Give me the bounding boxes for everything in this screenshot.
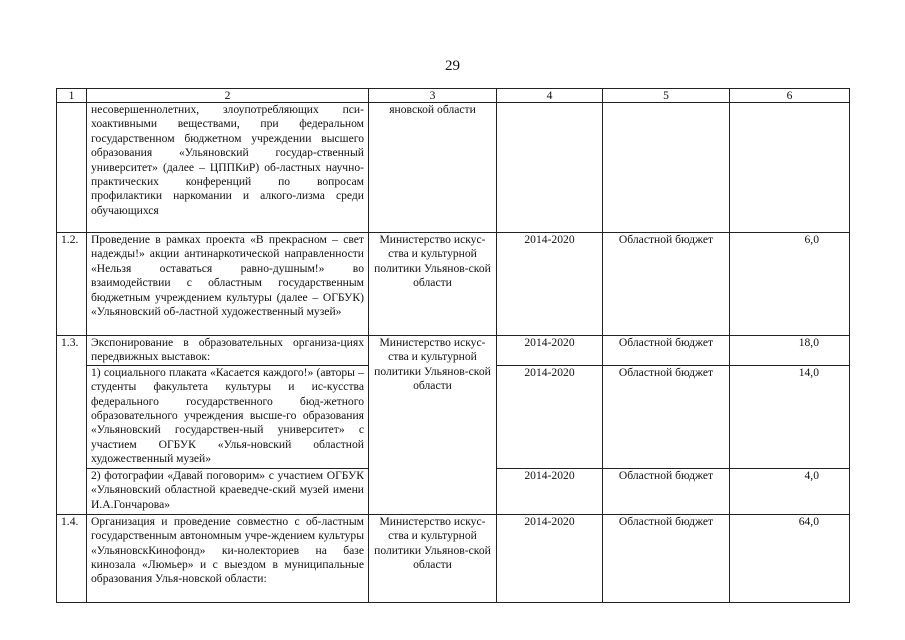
page-number: 29 — [445, 58, 460, 74]
column-header-1: 1 — [57, 89, 87, 103]
item-period: 2014-2020 — [497, 365, 603, 468]
column-header-5: 5 — [603, 89, 730, 103]
item-period: 2014-2020 — [497, 514, 603, 602]
program-table — [56, 88, 850, 603]
item-number: 1.4. — [57, 514, 87, 602]
item-description: Организация и проведение совместно с об-ластным государственным автономным учре-ждением культуры «УльяновскКинофонд» ки-нолекториев на базе кинозала «Люмьер» и с выездом в муниципальные образования Улья-новской области: — [87, 514, 369, 602]
column-header-3: 3 — [369, 89, 497, 103]
item-period: 2014-2020 — [497, 336, 603, 366]
column-header-4: 4 — [497, 89, 603, 103]
item-funding-source — [603, 103, 730, 233]
item-amount: 64,0 — [730, 514, 850, 602]
item-amount — [730, 103, 850, 233]
item-executor: яновской области — [369, 103, 497, 233]
item-executor: Министерство искус-ства и культурной политики Ульянов-ской области — [369, 336, 497, 515]
item-amount: 18,0 — [730, 336, 850, 366]
item-number — [57, 103, 87, 233]
table-row — [57, 233, 850, 336]
item-description: 2) фотографии «Давай поговорим» с участием ОГБУК «Ульяновский областной краеведче-ский музей имени И.А.Гончарова» — [87, 468, 369, 514]
item-amount: 14,0 — [730, 365, 850, 468]
item-funding-source: Областной бюджет — [603, 365, 730, 468]
item-funding-source: Областной бюджет — [603, 514, 730, 602]
column-header-row — [57, 89, 850, 103]
item-amount: 4,0 — [730, 468, 850, 514]
item-description: Экспонирование в образовательных организа-циях передвижных выставок: — [87, 336, 369, 366]
item-period: 2014-2020 — [497, 233, 603, 336]
item-number: 1.2. — [57, 233, 87, 336]
column-header-2: 2 — [87, 89, 369, 103]
table-row — [57, 514, 850, 602]
item-executor: Министерство искус-ства и культурной политики Ульянов-ской области — [369, 514, 497, 602]
item-funding-source: Областной бюджет — [603, 468, 730, 514]
item-description: несовершеннолетних, злоупотребляющих пси-хоактивными веществами, при федеральном государственном бюджетном учреждении высшего образования «Ульяновский государ-ственный университет» (далее – ЦППКиР) об-ластных научно-практических конференций по вопросам профилактики наркомании и алкого-лизма среди обучающихся — [87, 103, 369, 233]
item-funding-source: Областной бюджет — [603, 233, 730, 336]
item-description: Проведение в рамках проекта «В прекрасном – свет надежды!» акции антинаркотической направленности «Нельзя оставаться равно-душным!» во взаимодействии с областным государственным бюджетным учреждением культуры (далее – ОГБУК) «Ульяновский об-ластной художественный музей» — [87, 233, 369, 336]
item-number: 1.3. — [57, 336, 87, 515]
item-executor: Министерство искус-ства и культурной политики Ульянов-ской области — [369, 233, 497, 336]
column-header-6: 6 — [730, 89, 850, 103]
item-amount: 6,0 — [730, 233, 850, 336]
item-description: 1) социального плаката «Касается каждого!» (авторы – студенты факультета культуры и ис-кусства федерального государственного бюд-жетного образовательного учреждения высше-го образования «Ульяновский государствен-ный университет» с участием ОГБУК «Улья-новский областной художественный музей» — [87, 365, 369, 468]
table-row — [57, 103, 850, 233]
item-period — [497, 103, 603, 233]
item-funding-source: Областной бюджет — [603, 336, 730, 366]
table-row — [57, 336, 850, 366]
item-period: 2014-2020 — [497, 468, 603, 514]
